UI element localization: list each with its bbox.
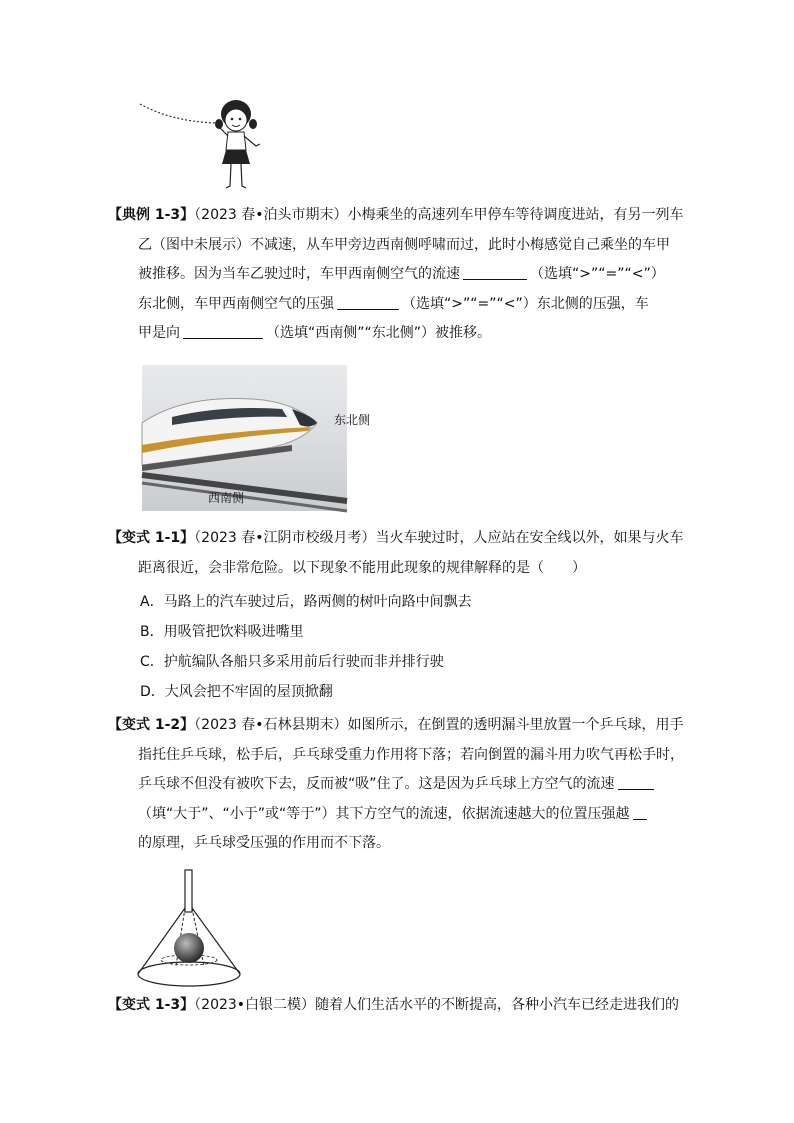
- variant-1-3-line1-text: 随着人们生活水平的不断提高，各种小汽车已经走进我们的: [315, 997, 680, 1013]
- example-1-3-line4: [138, 290, 678, 320]
- variant-1-3-source: （2023•白银二模）: [194, 997, 316, 1013]
- variant-1-2-line4-text: （填“大于”、“小于”或“等于”）其下方空气的流速，依据流速越大的位置压强越: [138, 805, 630, 822]
- variant-1-2-line3: [138, 770, 678, 800]
- example-1-3-line1: [108, 201, 684, 231]
- girl-kite-illustration: [138, 96, 273, 198]
- variant-1-2-line2: 指托住乒乓球，松手后，乒乓球受重力作用将下落；若向倒置的漏斗用力吹气再松手时，: [138, 746, 684, 763]
- variant-1-1-source: （2023 春•江阴市校级月考）: [194, 530, 376, 546]
- variant-1-1-line1: [108, 524, 684, 554]
- southwest-label: 西南侧: [208, 491, 245, 505]
- variant-1-2-source: （2023 春•石林县期末）: [194, 717, 348, 733]
- variant-1-1-line2: 距离很近，会非常危险。以下现象不能用此现象的规律解释的是（ ）: [138, 559, 586, 576]
- train-illustration: [142, 365, 347, 511]
- example-1-3-line5: [138, 319, 678, 349]
- answer-blank-3[interactable]: [183, 324, 263, 339]
- example-1-3-line3: [138, 260, 678, 290]
- funnel-pingpong-illustration: [136, 870, 246, 988]
- example-line1-text: 小梅乘坐的高速列车甲停车等待调度进站，有另一列车: [347, 207, 684, 223]
- example-line3-hint: （选填“>”“=”“<”）: [530, 266, 665, 282]
- example-line5-text: 甲是向: [138, 325, 180, 341]
- example-line5-hint: （选填“西南侧”“东北侧”）被推移。: [266, 325, 492, 341]
- variant-1-2: [108, 711, 684, 859]
- example-1-3: [108, 201, 684, 349]
- example-1-3-line2: 乙（图中未展示）不减速，从车甲旁边西南侧呼啸而过，此时小梅感觉自己乘坐的车甲: [138, 236, 670, 253]
- variant-1-3-tag: 【变式 1-3】: [108, 997, 195, 1013]
- northeast-label: 东北侧: [334, 413, 371, 427]
- example-source: （2023 春•泊头市期末）: [194, 207, 348, 223]
- variant-1-2-line5: 的原理，乒乓球受压强的作用而不下落。: [138, 835, 390, 851]
- option-c[interactable]: C．护航编队各船只多采用前后行驶而非并排行驶: [140, 654, 444, 670]
- option-d[interactable]: D．大风会把不牢固的屋顶掀翻: [140, 684, 333, 700]
- answer-blank-2[interactable]: [337, 295, 399, 310]
- variant-1-3: [108, 991, 680, 1021]
- variant-1-2-line1-text: 如图所示，在倒置的透明漏斗里放置一个乒乓球，用手: [347, 717, 684, 733]
- variant-1-3-line1: [108, 991, 678, 1021]
- variant-1-2-line3-text: 乒乓球不但没有被吹下去，反而被“吸”住了。这是因为乒乓球上方空气的流速: [138, 776, 615, 792]
- example-line4-hint: （选填“>”“=”“<”）东北侧的压强，车: [402, 295, 649, 312]
- option-a[interactable]: A．马路上的汽车驶过后，路两侧的树叶向路中间飘去: [140, 594, 472, 610]
- variant-1-1-line1-text: 当火车驶过时，人应站在安全线以外，如果与火车: [375, 530, 684, 546]
- variant-1-2-tag: 【变式 1-2】: [108, 717, 195, 733]
- option-b[interactable]: B．用吸管把饮料吸进嘴里: [140, 624, 304, 640]
- variant-1-2-line4: [138, 800, 678, 830]
- answer-blank-5[interactable]: [633, 805, 647, 820]
- example-line4-text: 东北侧，车甲西南侧空气的压强: [138, 295, 334, 312]
- variant-1-1: [108, 524, 684, 583]
- variant-1-2-line1: [108, 711, 684, 741]
- answer-blank-4[interactable]: [618, 775, 654, 790]
- train-photo: [142, 365, 371, 511]
- answer-blank-1[interactable]: [463, 265, 527, 280]
- example-line3-text: 被推移。因为当车乙驶过时，车甲西南侧空气的流速: [138, 266, 460, 282]
- example-tag: 【典例 1-3】: [108, 207, 195, 223]
- variant-1-1-tag: 【变式 1-1】: [108, 530, 195, 546]
